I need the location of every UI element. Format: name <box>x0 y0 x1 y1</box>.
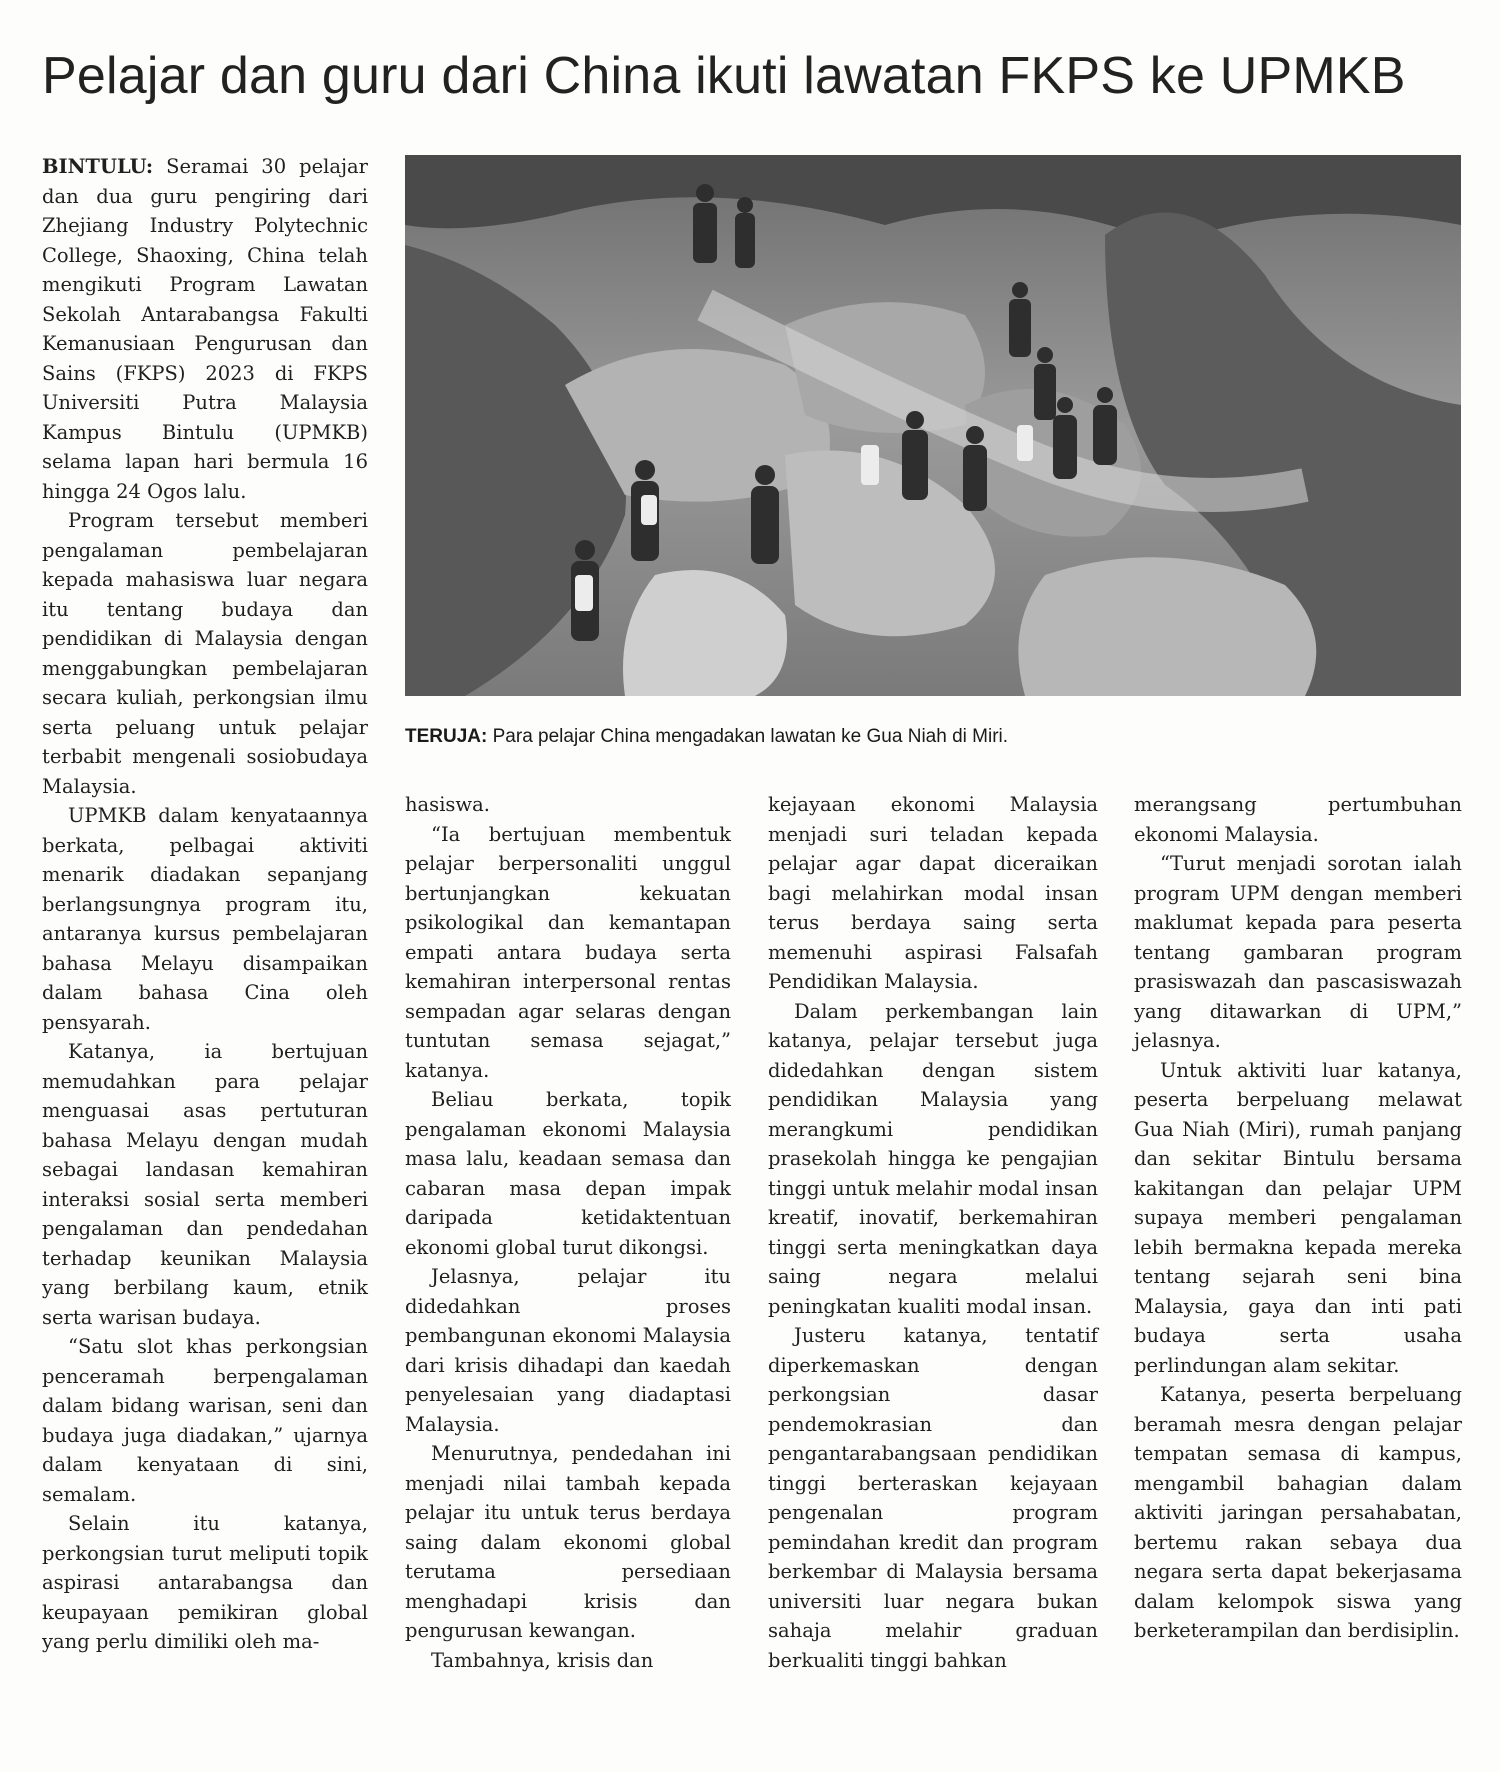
article-paragraph: Katanya, peserta berpeluang beramah mesra dengan pelajar tempatan semasa di kampus, mengambil bahagian dalam aktiviti jaringan persahabatan, bertemu rakan sebaya dua negara serta dapat bekerjasama dalam kelompok siswa yang berketerampilan dan berdisiplin. <box>1134 1383 1462 1642</box>
article-paragraph: Dalam perkembangan lain katanya, pelajar tersebut juga didedahkan dengan sistem pendidikan Malaysia yang merangkumi pendidikan prasekolah hingga ke pengajian tinggi untuk melahir modal insan kreatif, inovatif, berkemahiran tinggi serta meningkatkan daya saing negara melalui peningkatan kualiti modal insan. <box>768 999 1098 1318</box>
article-paragraph: kejayaan ekonomi Malaysia menjadi suri teladan kepada pelajar agar dapat diceraikan bagi melahirkan modal insan terus berdaya saing serta memenuhi aspirasi Falsafah Pendidikan Malaysia. <box>768 793 1098 993</box>
article-paragraph: Tambahnya, krisis dan <box>431 1648 654 1672</box>
article-paragraph: Selain itu katanya, perkongsian turut meliputi topik aspirasi antarabangsa dan keupayaan pemikiran global yang perlu dimiliki oleh ma- <box>42 1512 368 1653</box>
article-column-1 <box>42 152 368 1657</box>
article-column-4 <box>1134 790 1462 1646</box>
cave-photo <box>405 155 1461 696</box>
article-column-3 <box>768 790 1098 1675</box>
article-paragraph: “Turut menjadi sorotan ialah program UPM dengan memberi maklumat kepada para peserta tentang gambaran program prasiswazah dan pascasiswazah yang ditawarkan di UPM,” jelasnya. <box>1134 852 1462 1052</box>
paragraph-text: Seramai 30 pelajar dan dua guru pengiring dari Zhejiang Industry Polytechnic College, Shaoxing, China telah mengikuti Program Lawatan Sekolah Antarabangsa Fakulti Kemanusiaan Pengurusan dan Sains (FKPS) 2023 di FKPS Universiti Putra Malaysia Kampus Bintulu (UPMKB) selama lapan hari bermula 16 hingga 24 Ogos lalu. <box>42 155 368 503</box>
dateline: BINTULU: <box>42 155 154 178</box>
article-paragraph: Program tersebut memberi pengalaman pembelajaran kepada mahasiswa luar negara itu tentang budaya dan pendidikan di Malaysia dengan menggabungkan pembelajaran secara kuliah, perkongsian ilmu serta peluang untuk pelajar terbabit mengenali sosiobudaya Malaysia. <box>42 509 368 798</box>
article-paragraph: “Ia bertujuan membentuk pelajar berpersonaliti unggul bertunjangkan kekuatan psikologikal dan kemantapan empati antara budaya serta kemahiran interpersonal rentas sempadan agar selaras dengan tuntutan semasa sejagat,” katanya. <box>405 822 731 1082</box>
caption-text: Para pelajar China mengadakan lawatan ke Gua Niah di Miri. <box>487 726 1009 747</box>
article-paragraph: Beliau berkata, topik pengalaman ekonomi Malaysia masa lalu, keadaan semasa dan cabaran masa depan impak daripada ketidaktentuan ekonomi global turut dikongsi. <box>405 1088 731 1259</box>
article-column-2 <box>405 790 731 1675</box>
article-paragraph: Jelasnya, pelajar itu didedahkan proses pembangunan ekonomi Malaysia dari krisis dihadapi dan kaedah penyelesaian yang diadaptasi Malaysia. <box>405 1265 731 1436</box>
article-paragraph: Katanya, ia bertujuan memudahkan para pelajar menguasai asas pertuturan bahasa Melayu dengan mudah sebagai landasan kemahiran interaksi sosial serta memberi pengalaman dan pendedahan terhadap keunikan Malaysia yang berbilang kaum, etnik serta warisan budaya. <box>42 1040 368 1329</box>
article-paragraph: Untuk aktiviti luar katanya, peserta berpeluang melawat Gua Niah (Miri), rumah panjang dan sekitar Bintulu bersama kakitangan dan pelajar UPM supaya memberi pengalaman lebih bermakna kepada mereka tentang sejarah seni bina Malaysia, gaya dan inti pati budaya serta usaha perlindungan alam sekitar. <box>1134 1058 1462 1377</box>
article-paragraph: Menurutnya, pendedahan ini menjadi nilai tambah kepada pelajar itu untuk terus berdaya saing dalam ekonomi global terutama persediaan menghadapi krisis dan pengurusan kewangan. <box>405 1442 731 1642</box>
photo-caption <box>405 724 1461 750</box>
article-paragraph: “Satu slot khas perkongsian penceramah berpengalaman dalam bidang warisan, seni dan budaya juga diadakan,” ujarnya dalam kenyataan di sini, semalam. <box>42 1335 368 1506</box>
article-paragraph: merangsang pertumbuhan ekonomi Malaysia. <box>1134 793 1462 846</box>
headline: Pelajar dan guru dari China ikuti lawatan FKPS ke UPMKB <box>42 47 1406 105</box>
article-paragraph: Justeru katanya, tentatif diperkemaskan dengan perkongsian dasar pendemokrasian dan pengantarabangsaan pendidikan tinggi berteraskan kejayaan pengenalan program pemindahan kredit dan program berkembar di Malaysia bersama universiti luar negara bukan sahaja melahir graduan berkualiti tinggi bahkan <box>768 1324 1098 1672</box>
article-paragraph: hasiswa. <box>405 793 490 816</box>
article-paragraph <box>42 152 368 506</box>
article-paragraph: UPMKB dalam kenyataannya berkata, pelbagai aktiviti menarik diadakan sepanjang berlangsungnya program itu, antaranya kursus pembelajaran bahasa Melayu disampaikan dalam bahasa Cina oleh pensyarah. <box>42 804 368 1034</box>
cave-photo-illustration <box>405 155 1461 696</box>
caption-lead: TERUJA: <box>405 726 488 747</box>
